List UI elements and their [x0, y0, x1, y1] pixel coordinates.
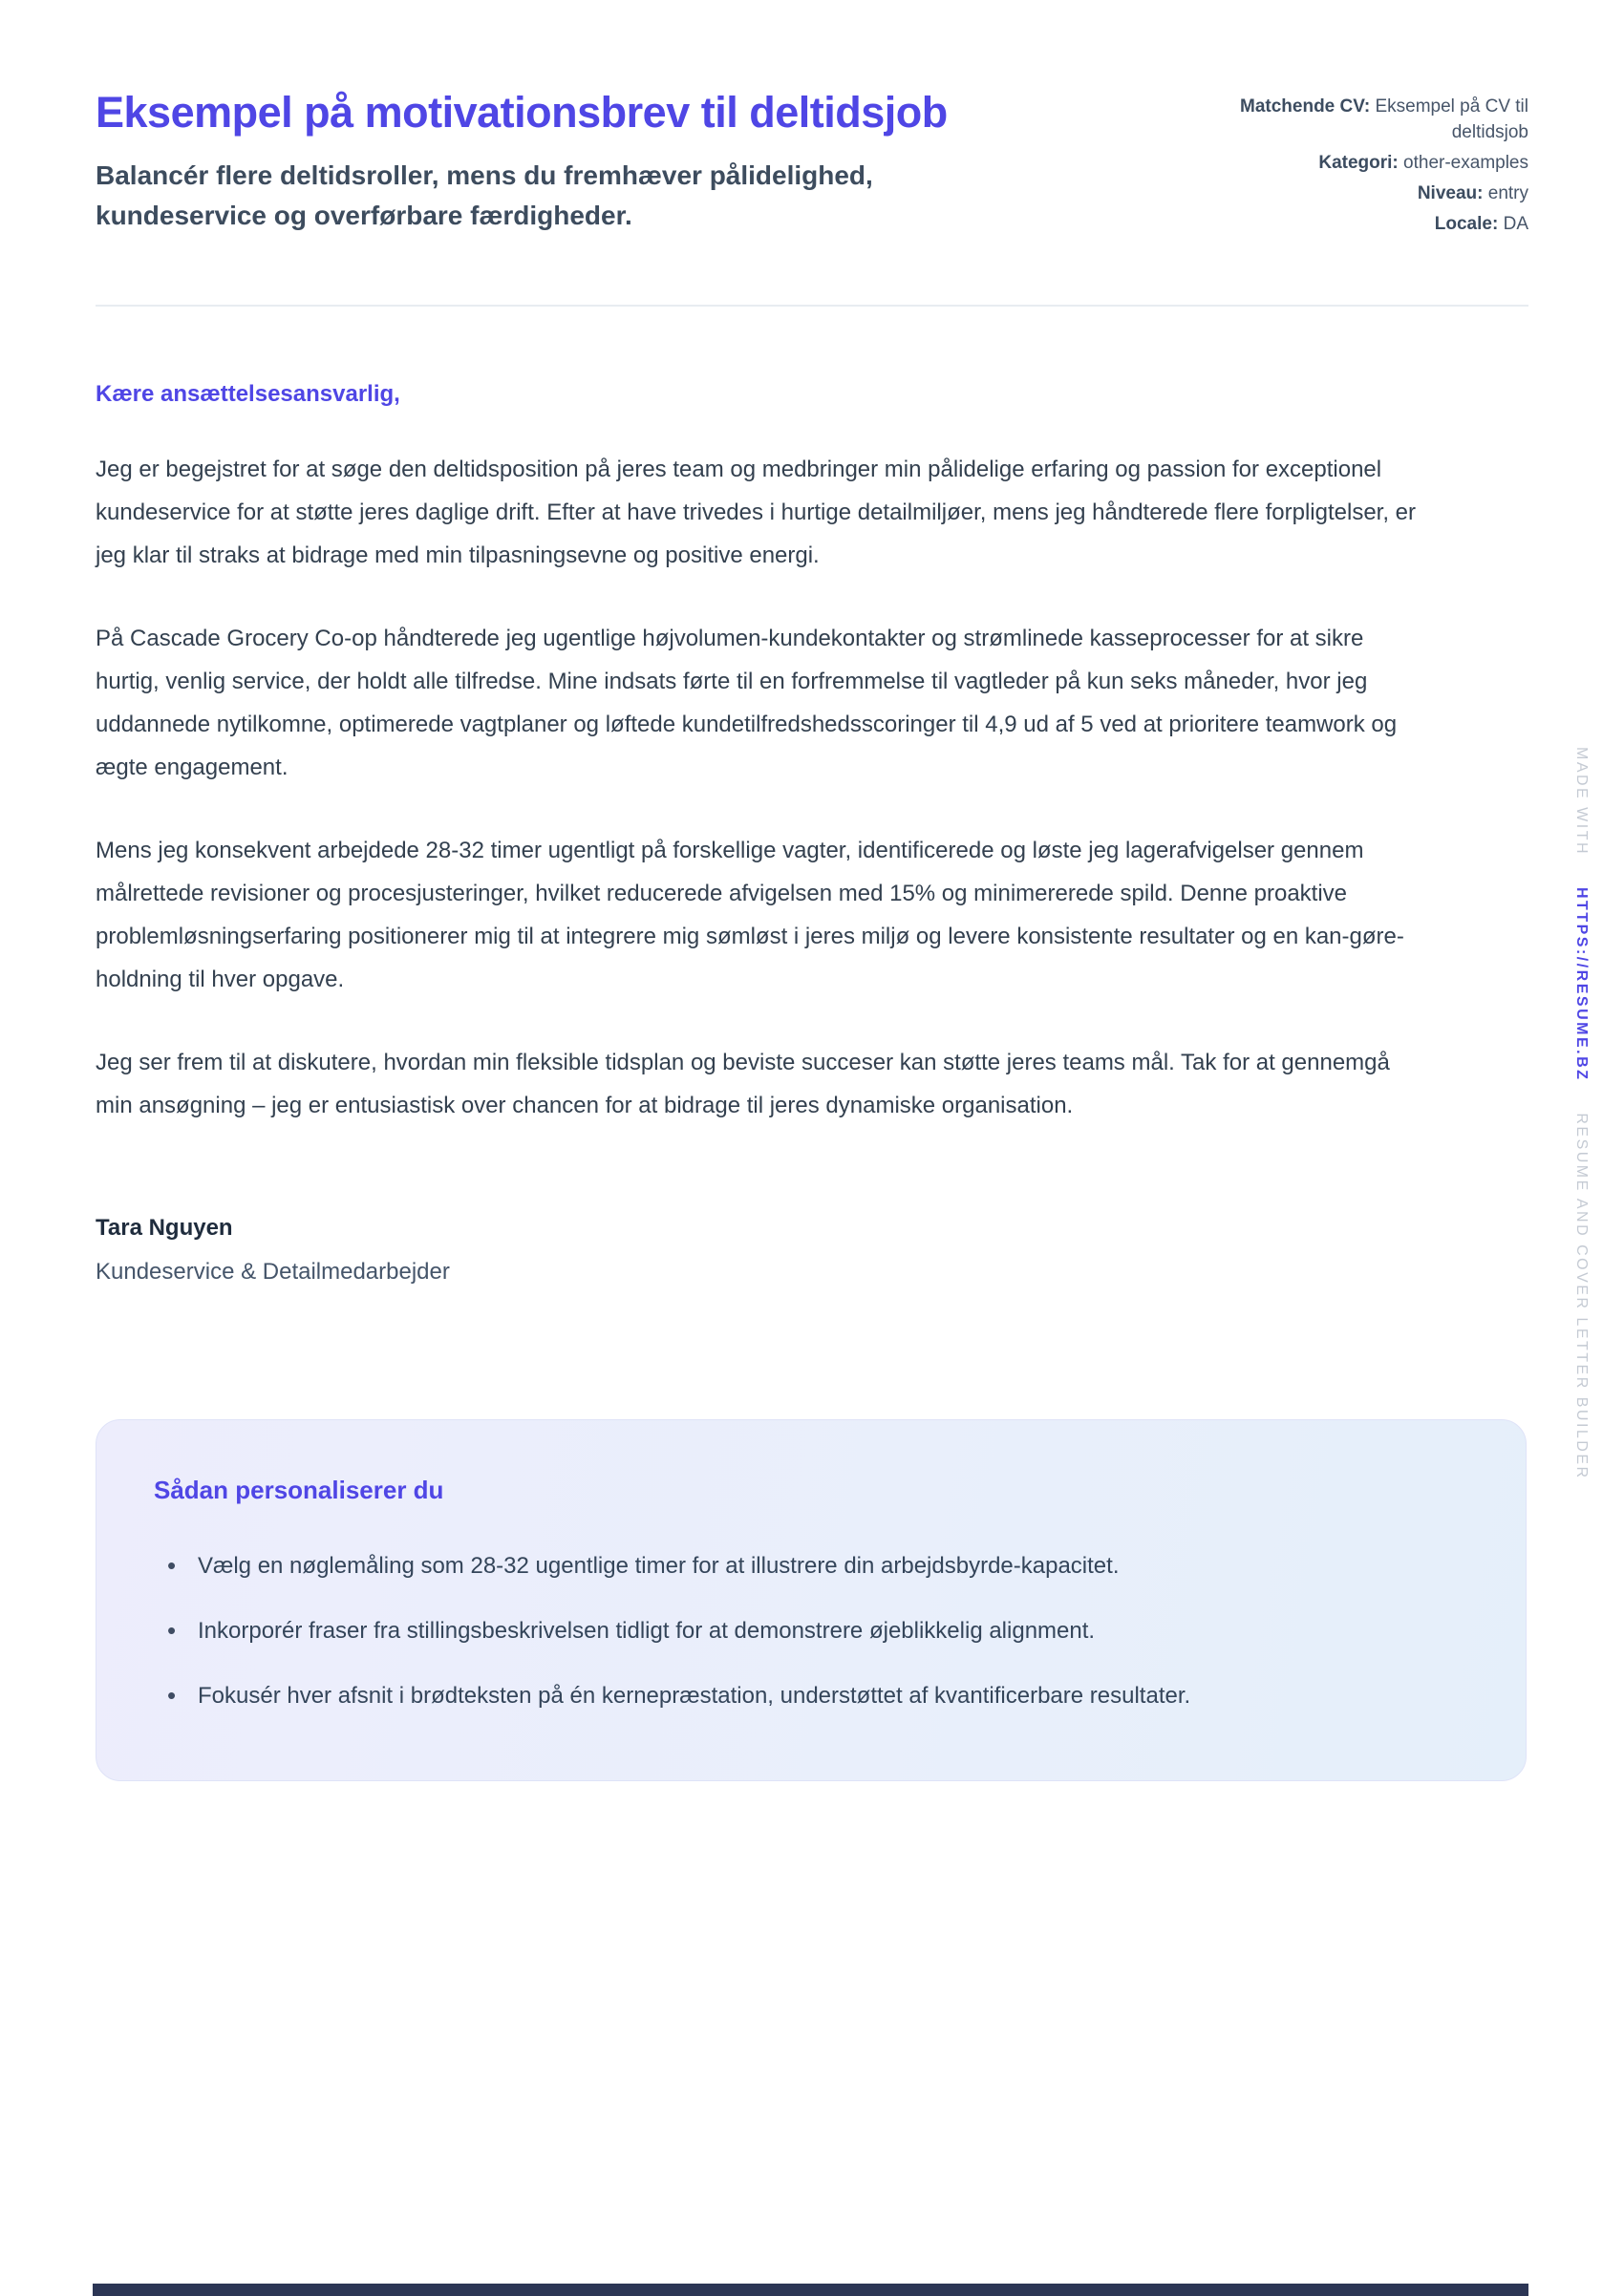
bullet-icon: •: [167, 1616, 177, 1645]
resume-bz-link[interactable]: HTTPS://RESUME.BZ: [1573, 887, 1590, 1082]
letter-paragraph: Mens jeg konsekvent arbejdede 28-32 timer ugentligt på forskellige vagter, identificerede og løste jeg lagerafvigelser gennem målrettede revisioner og procesjusteringer, hvilket reducerede afvigelsen med 15% og minimererede spild. Denne proaktive problemløsningserfaring positionerer mig til at integrere mig sømløst i jeres miljø og levere konsistente resultater og en kan-gøre-holdning til hver opgave.: [96, 838, 1404, 992]
personalization-tips-card: [96, 1419, 1527, 1781]
meta-value: entry: [1487, 183, 1528, 203]
letter-paragraph: På Cascade Grocery Co-op håndterede jeg ugentlige højvolumen-kundekontakter og strømlinede kasseprocesser for at sikre hurtig, venlig service, der holdt alle tilfredse. Mine indsats førte til en forfremmelse til vagtleder på kun seks måneder, hvor jeg uddannede nytilkomne, optimerede vagtplaner og løftede kundetilfredshedsscoringer til 4,9 ud af 5 ved at prioritere teamwork og ægte engagement.: [96, 626, 1398, 780]
footer-bar-top-edge: [93, 2284, 1528, 2296]
meta-label: Kategori:: [1318, 153, 1399, 173]
vertical-watermark: [1572, 747, 1590, 1480]
meta-value: other-examples: [1403, 153, 1528, 173]
tips-title: Sådan personaliserer du: [154, 1476, 444, 1504]
tips-item-text: Fokusér hver afsnit i brødteksten på én kernepræstation, understøttet af kvantificerbare resultater.: [198, 1683, 1191, 1709]
header-title-block: [96, 84, 1125, 236]
letter-paragraph: Jeg er begejstret for at søge den deltidsposition på jeres team og medbringer min pålidelige erfaring og passion for exceptionel kundeservice for at støtte jeres daglige drift. Efter at have trivedes i hurtige detailmiljøer, mens jeg håndterede flere forpligtelser, er jeg klar til straks at bidrage med min tilpasningsevne og positive energi.: [96, 457, 1417, 568]
tips-item: [154, 1610, 1415, 1652]
meta-label: Matchende CV:: [1240, 96, 1371, 117]
tips-list: [154, 1545, 1468, 1717]
letter-paragraph: Jeg ser frem til at diskutere, hvordan min fleksible tidsplan og beviste succeser kan støtte jeres teams mål. Tak for at gennemgå min ansøgning – jeg er entusiastisk over chancen for at bidrage til jeres dynamiske organisation.: [96, 1050, 1390, 1118]
watermark-builder-text: RESUME AND COVER LETTER BUILDER: [1573, 1113, 1590, 1480]
page-subtitle: Balancér flere deltidsroller, mens du fremhæver pålidelighed, kundeservice og overførbare færdigheder.: [96, 160, 873, 231]
bullet-icon: •: [167, 1681, 177, 1710]
signature-name: Tara Nguyen: [96, 1215, 233, 1241]
tips-item-text: Inkorporér fraser fra stillingsbeskrivelsen tidligt for at demonstrere øjeblikkelig alignment.: [198, 1618, 1096, 1644]
meta-value: DA: [1503, 214, 1528, 234]
meta-label: Niveau:: [1417, 183, 1484, 203]
meta-label: Locale:: [1434, 214, 1499, 234]
page-title: Eksempel på motivationsbrev til deltidsjob: [96, 88, 948, 137]
tips-item: [154, 1675, 1415, 1717]
meta-row-category: [1173, 150, 1528, 176]
bullet-icon: •: [167, 1551, 177, 1580]
tips-item-text: Vælg en nøglemåling som 28-32 ugentlige timer for at illustrere din arbejdsbyrde-kapacitet.: [198, 1553, 1120, 1579]
header-divider: [96, 305, 1528, 307]
meta-row-locale: [1173, 211, 1528, 237]
tips-item: [154, 1545, 1415, 1587]
meta-row-level: [1173, 181, 1528, 206]
meta-row-matching-cv: [1173, 94, 1528, 145]
meta-panel: [1173, 94, 1528, 242]
header: [96, 84, 1528, 242]
cover-letter-body: [96, 381, 1528, 1286]
meta-value: Eksempel på CV til deltidsjob: [1375, 96, 1528, 142]
signature-role: Kundeservice & Detailmedarbejder: [96, 1259, 450, 1285]
watermark-made-with: MADE WITH: [1573, 747, 1590, 857]
letter-greeting: Kære ansættelsesansvarlig,: [96, 381, 400, 407]
